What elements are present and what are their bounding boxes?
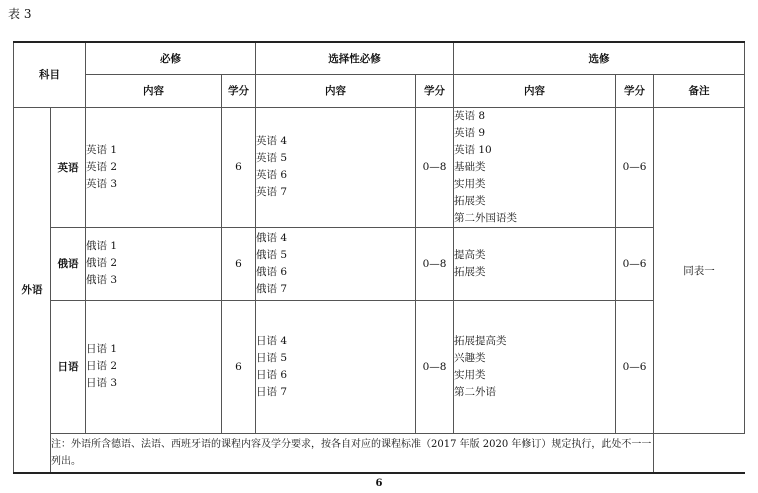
list-item: 英语 4 [256, 135, 288, 147]
header-elective: 选修 [454, 42, 745, 74]
list-item: 日语 6 [256, 368, 288, 381]
list-item: 英语 8 [454, 109, 486, 122]
header-required-content: 内容 [86, 74, 222, 107]
header-elective-credits: 学分 [616, 74, 654, 107]
list-item: 俄语 5 [256, 248, 288, 261]
list-item: 第二外语 [454, 385, 496, 398]
table-row [14, 300, 745, 433]
list-item: 英语 10 [454, 143, 492, 156]
list-item: 英语 5 [256, 152, 288, 164]
list-item: 英语 9 [454, 126, 486, 139]
required-content [86, 300, 222, 433]
list-item: 拓展类 [454, 265, 486, 278]
list-item: 第二外国语类 [454, 211, 517, 224]
list-item: 英语 7 [256, 186, 288, 198]
language-name: 日语 [51, 300, 86, 433]
note-row [14, 433, 745, 473]
list-item: 基础类 [454, 160, 486, 173]
list-item: 俄语 4 [256, 231, 288, 244]
header-remarks: 备注 [654, 74, 745, 107]
language-name: 英语 [51, 107, 86, 227]
language-name: 俄语 [51, 227, 86, 300]
required-content [86, 107, 222, 227]
table-row [14, 107, 745, 227]
elective-credits: 0—6 [616, 107, 654, 227]
list-item: 日语 2 [86, 360, 118, 372]
list-item: 日语 5 [256, 351, 288, 364]
list-item: 日语 1 [86, 343, 118, 355]
list-item: 英语 3 [86, 177, 118, 190]
elective-credits: 0—6 [616, 300, 654, 433]
required-credits: 6 [222, 227, 256, 300]
list-item: 俄语 2 [86, 257, 118, 269]
list-item: 拓展类 [454, 194, 486, 207]
list-item: 日语 3 [86, 377, 118, 389]
elective-content [454, 300, 616, 433]
table-row [14, 227, 745, 300]
header-required-credits: 学分 [222, 74, 256, 107]
required-credits: 6 [222, 300, 256, 433]
header-selective-content: 内容 [256, 74, 416, 107]
list-item: 俄语 3 [86, 274, 118, 286]
selective-credits: 0—8 [416, 227, 454, 300]
list-item: 英语 6 [256, 169, 288, 181]
header-selective-credits: 学分 [416, 74, 454, 107]
selective-content [256, 107, 416, 227]
header-selective-required: 选择性必修 [256, 42, 454, 74]
list-item: 英语 2 [86, 160, 118, 173]
required-content [86, 227, 222, 300]
elective-credits: 0—6 [616, 227, 654, 300]
list-item: 日语 7 [256, 385, 288, 398]
header-required: 必修 [86, 42, 256, 74]
elective-content [454, 107, 616, 227]
list-item: 兴趣类 [454, 351, 486, 364]
list-item: 拓展提高类 [454, 334, 507, 347]
header-elective-content: 内容 [454, 74, 616, 107]
selective-credits: 0—8 [416, 107, 454, 227]
list-item: 提高类 [454, 248, 486, 261]
page-number: 6 [375, 478, 383, 489]
list-item: 日语 4 [256, 334, 288, 347]
elective-content [454, 227, 616, 300]
selective-content [256, 300, 416, 433]
curriculum-table [13, 41, 745, 474]
required-credits: 6 [222, 107, 256, 227]
list-item: 俄语 1 [86, 240, 118, 252]
subject-name: 外语 [14, 107, 51, 473]
table-note: 注：外语所含德语、法语、西班牙语的课程内容及学分要求，按各自对应的课程标准（2017 年版 2020 年修订）规定执行，此处不一一列出。 [51, 433, 654, 473]
remarks-value: 同表一 [654, 107, 745, 433]
selective-content [256, 227, 416, 300]
list-item: 英语 1 [86, 143, 118, 156]
table-caption: 表 3 [8, 7, 32, 21]
selective-credits: 0—8 [416, 300, 454, 433]
header-subject: 科目 [14, 42, 86, 107]
list-item: 实用类 [454, 177, 486, 190]
list-item: 俄语 6 [256, 265, 288, 278]
list-item: 俄语 7 [256, 282, 288, 295]
list-item: 实用类 [454, 368, 486, 381]
